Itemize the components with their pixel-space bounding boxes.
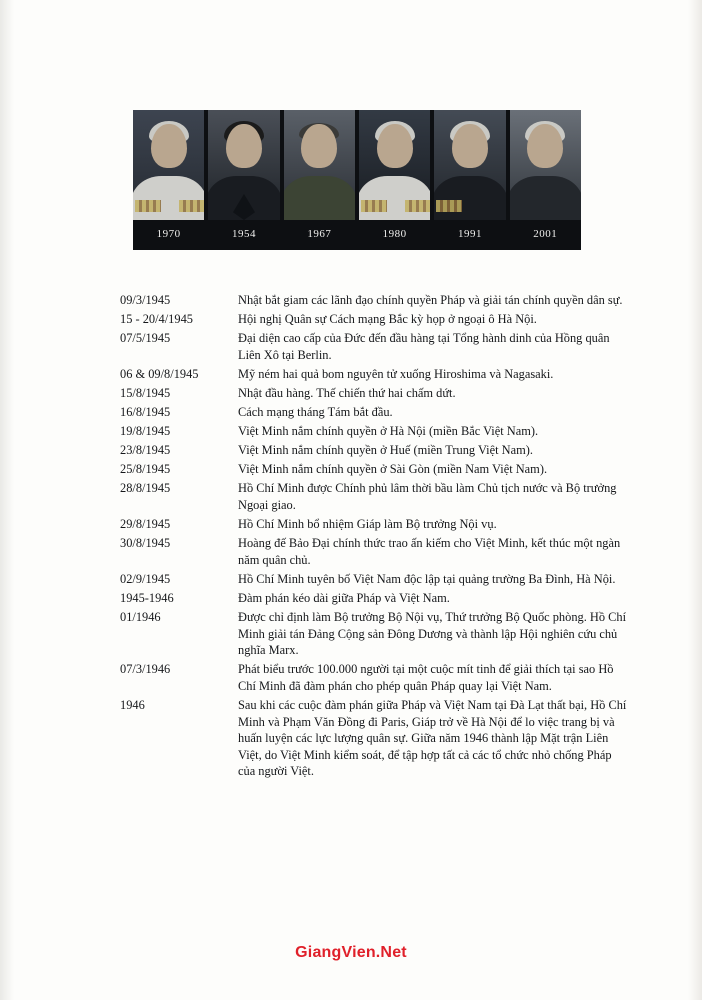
medals-shape xyxy=(361,200,387,212)
head-shape xyxy=(527,124,563,168)
table-row xyxy=(120,330,630,363)
timeline-date: 09/3/1945 xyxy=(120,293,171,307)
timeline-event: Việt Minh nắm chính quyền ở Hà Nội (miền Bắc Việt Nam). xyxy=(238,424,539,439)
portrait-1980 xyxy=(359,110,430,220)
portrait-1970 xyxy=(133,110,204,220)
uniform-shape xyxy=(359,176,430,220)
timeline-date: 02/9/1945 xyxy=(120,571,171,586)
portrait-1967 xyxy=(284,110,355,220)
timeline-event: Hồ Chí Minh tuyên bố Việt Nam độc lập tại quảng trường Ba Đình, Hà Nội. xyxy=(238,571,616,586)
table-row xyxy=(120,366,630,383)
timeline-event: Nhật đầu hàng. Thế chiến thứ hai chấm dứt. xyxy=(238,385,456,400)
timeline-date: 15/8/1945 xyxy=(120,385,171,400)
timeline-date: 16/8/1945 xyxy=(120,405,171,420)
portrait-image xyxy=(510,110,581,220)
timeline-event: Việt Minh nắm chính quyền ở Sài Gòn (miền Nam Việt Nam). xyxy=(238,462,548,477)
table-row xyxy=(120,292,630,309)
table-row xyxy=(120,385,630,402)
timeline-date: 23/8/1945 xyxy=(120,443,171,458)
table-row xyxy=(120,590,630,607)
table-row xyxy=(120,311,630,328)
timeline-date: 01/1946 xyxy=(120,610,161,625)
table-row xyxy=(120,461,630,478)
timeline-date: 07/5/1945 xyxy=(120,331,171,346)
portrait-image xyxy=(133,110,204,220)
timeline-event: Cách mạng tháng Tám bắt đầu. xyxy=(238,405,393,420)
head-shape xyxy=(452,124,488,168)
timeline-date: 15 - 20/4/1945 xyxy=(120,312,193,327)
timeline-event: Nhật bắt giam các lãnh đạo chính quyền Pháp và giải tán chính quyền dân sự. xyxy=(238,293,623,307)
table-row xyxy=(120,480,630,513)
medals-shape xyxy=(436,200,462,212)
table-row xyxy=(120,571,630,588)
table-row xyxy=(120,661,630,694)
timeline-date: 29/8/1945 xyxy=(120,517,171,532)
timeline-event: Phát biểu trước 100.000 người tại một cuộc mít tinh để giải thích tại sao Hồ Chí Minh đã đàm phán cho phép quân Pháp quay lại Việt Nam. xyxy=(238,662,614,693)
uniform-shape xyxy=(510,176,581,220)
portrait-image xyxy=(208,110,279,220)
head-shape xyxy=(377,124,413,168)
timeline-event: Hồ Chí Minh bổ nhiệm Giáp làm Bộ trưởng Nội vụ. xyxy=(238,517,497,532)
portrait-year-1967: 1967 xyxy=(307,228,332,240)
uniform-shape xyxy=(284,176,355,220)
portrait-year-1954: 1954 xyxy=(231,228,256,240)
table-row xyxy=(120,423,630,440)
head-shape xyxy=(301,124,337,168)
timeline-date: 19/8/1945 xyxy=(120,424,171,439)
uniform-shape xyxy=(434,176,505,220)
timeline-event: Hồ Chí Minh được Chính phủ lâm thời bầu làm Chủ tịch nước và Bộ trưởng Ngoại giao. xyxy=(238,481,617,513)
timeline-date: 06 & 09/8/1945 xyxy=(120,366,199,381)
portrait-1991 xyxy=(434,110,505,220)
portrait-2001 xyxy=(510,110,581,220)
medals-shape xyxy=(405,200,431,212)
timeline-date: 28/8/1945 xyxy=(120,481,171,496)
timeline-date: 1945-1946 xyxy=(120,591,174,605)
table-row xyxy=(120,442,630,459)
portrait-image xyxy=(434,110,505,220)
timeline-event: Đại diện cao cấp của Đức đến đầu hàng tại Tổng hành dinh của Hồng quân Liên Xô tại Berlin. xyxy=(238,331,610,362)
medals-shape xyxy=(135,200,161,212)
table-row xyxy=(120,535,630,568)
timeline-event: Việt Minh nắm chính quyền ở Huế (miền Trung Việt Nam). xyxy=(238,443,533,458)
head-shape xyxy=(226,124,262,168)
table-row xyxy=(120,404,630,421)
watermark: GiangVien.Net xyxy=(295,944,407,961)
timeline-event: Sau khi các cuộc đàm phán giữa Pháp và Việt Nam tại Đà Lạt thất bại, Hồ Chí Minh và Phạm Văn Đồng đi Paris, Giáp trở về Hà Nội để lo việc trang bị và huấn luyện các lực lượng quân sự. Giữa năm 1946 thành lập Mặt trận Liên Việt, do Việt Minh kiểm soát, để tập hợp tất cả các tổ chức nhỏ chống Pháp của người Việt. xyxy=(238,698,627,779)
table-row xyxy=(120,516,630,533)
timeline-date: 07/3/1946 xyxy=(120,662,171,677)
head-shape xyxy=(151,124,187,168)
portrait-year-captions xyxy=(133,228,581,244)
timeline-table xyxy=(120,292,630,783)
timeline-date: 1946 xyxy=(120,698,145,713)
portrait-image xyxy=(284,110,355,220)
portrait-image xyxy=(359,110,430,220)
portrait-year-2001: 2001 xyxy=(533,228,558,240)
timeline-event: Đàm phán kéo dài giữa Pháp và Việt Nam. xyxy=(238,591,450,605)
uniform-shape xyxy=(133,176,204,220)
table-row xyxy=(120,697,630,780)
timeline-event: Hội nghị Quân sự Cách mạng Bắc kỳ họp ở ngoại ô Hà Nội. xyxy=(238,312,537,327)
portrait-year-1980: 1980 xyxy=(382,228,407,240)
timeline-event: Hoàng đế Bảo Đại chính thức trao ấn kiếm cho Việt Minh, kết thúc một ngàn năm quân chủ. xyxy=(238,536,621,567)
medals-shape xyxy=(179,200,205,212)
portrait-year-1970: 1970 xyxy=(156,228,181,240)
timeline-event: Được chỉ định làm Bộ trưởng Bộ Nội vụ, Thứ trưởng Bộ Quốc phòng. Hồ Chí Minh giải tán Đảng Cộng sản Đông Dương và thành lập Hội nghiên cứu chủ nghĩa Marx. xyxy=(238,610,627,658)
timeline-event: Mỹ ném hai quả bom nguyên tử xuống Hiroshima và Nagasaki. xyxy=(238,366,554,381)
portrait-1954 xyxy=(208,110,279,220)
table-row xyxy=(120,609,630,659)
timeline-date: 30/8/1945 xyxy=(120,536,171,551)
timeline-date: 25/8/1945 xyxy=(120,462,171,477)
portrait-year-1991: 1991 xyxy=(457,228,482,240)
